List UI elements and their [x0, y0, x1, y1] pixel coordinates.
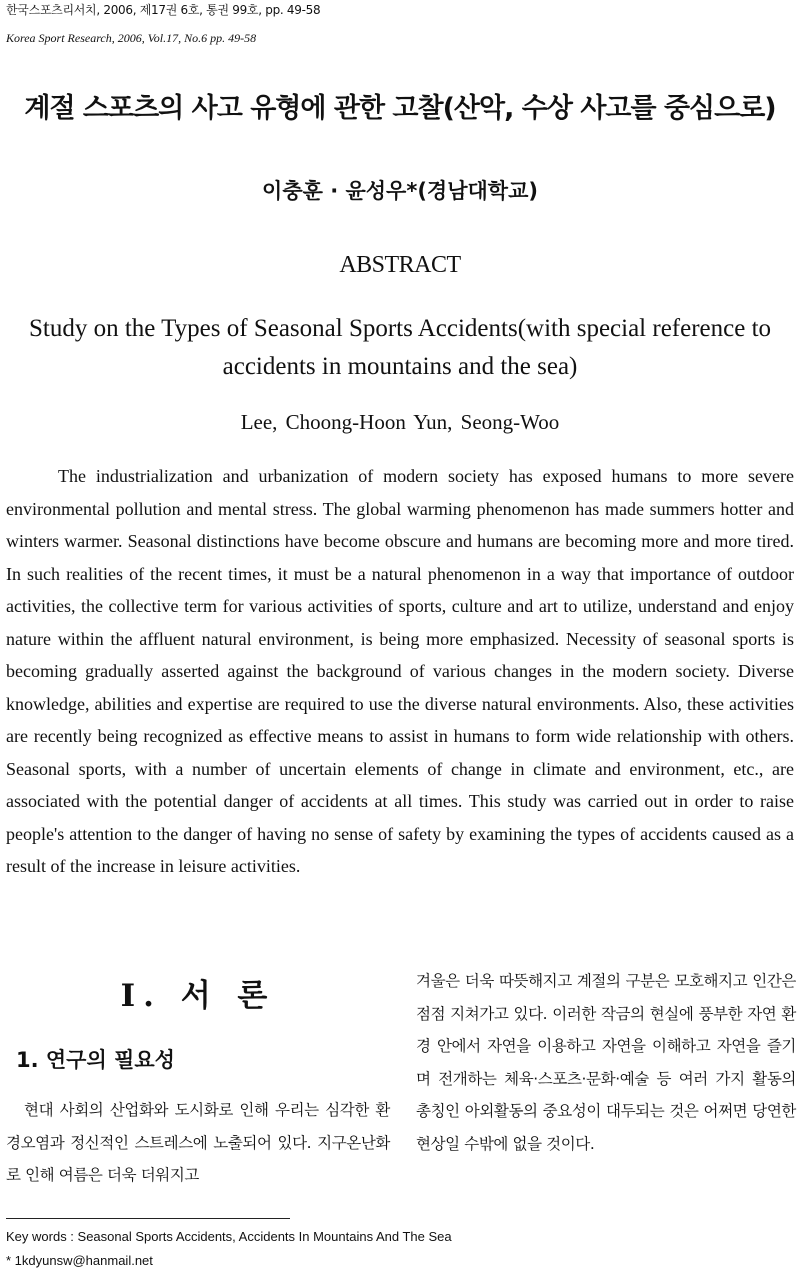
body-text-left-column: 현대 사회의 산업화와 도시화로 인해 우리는 심각한 환경오염과 정신적인 스트레스에 노출되어 있다. 지구온난화로 인해 여름은 더욱 더워지고 [6, 1101, 390, 1184]
journal-citation-english: Korea Sport Research, 2006, Vol.17, No.6 pp. 49-58 [6, 31, 257, 45]
paper-title-english: Study on the Types of Seasonal Sports Accidents(with special reference to accidents in mountains and the sea) [28, 315, 772, 380]
keywords-footnote: Key words : Seasonal Sports Accidents, Accidents In Mountains And The Sea [6, 1229, 452, 1244]
authors-english: Lee, Choong-Hoon Yun, Seong-Woo [240, 410, 560, 434]
abstract-heading: ABSTRACT [339, 252, 461, 278]
email-footnote: * 1kdyunsw@hanmail.net [6, 1253, 153, 1268]
section-heading: Ⅰ. 서 론 [120, 978, 276, 1014]
footnote-divider [6, 1218, 290, 1219]
paper-title-korean: 계절 스포츠의 사고 유형에 관한 고찰(산악, 수상 사고를 중심으로) [24, 93, 776, 124]
subsection-heading: 1. 연구의 필요성 [16, 1048, 175, 1072]
journal-citation-korean: 한국스포츠리서치, 2006, 제17권 6호, 통권 99호, pp. 49-58 [6, 3, 321, 17]
authors-korean: 이충훈 · 윤성우*(경남대학교) [262, 179, 538, 203]
body-text-right-column: 겨울은 더욱 따뜻해지고 계절의 구분은 모호해지고 인간은 점점 지쳐가고 있다. 이러한 작금의 현실에 풍부한 자연 환경 안에서 자연을 이용하고 자연을 이해하고 자연을 즐기며 전개하는 체육·스포츠·문화·예술 등 여러 가지 활동의 총칭인 아외활동의 중요성이 대두되는 것은 어쩌면 당연한 현상일 수밖에 없을 것이다. [416, 972, 796, 1153]
abstract-text: The industrialization and urbanization of modern society has exposed humans to more severe environmental pollution and mental stress. The global warming phenomenon has made summers hotter and winters warmer. Seasonal distinctions have become obscure and humans are becoming more and more tired. In such realities of the recent times, it must be a natural phenomenon in a way that importance of outdoor activities, the collective term for various activities of sports, culture and art to utilize, understand and enjoy nature within the affluent natural environment, is being more emphasized. Necessity of seasonal sports is becoming gradually asserted against the background of various changes in the modern society. Diverse knowledge, abilities and expertise are required to use the diverse natural environments. Also, these activities are recently being recognized as effective means to assist in humans to form wide relationship with others. Seasonal sports, with a number of uncertain elements of change in climate and environment, etc., are associated with the potential danger of accidents at all times. This study was carried out in order to raise people's attention to the danger of having no sense of safety by examining the types of accidents caused as a result of the increase in leisure activities. [6, 466, 794, 876]
